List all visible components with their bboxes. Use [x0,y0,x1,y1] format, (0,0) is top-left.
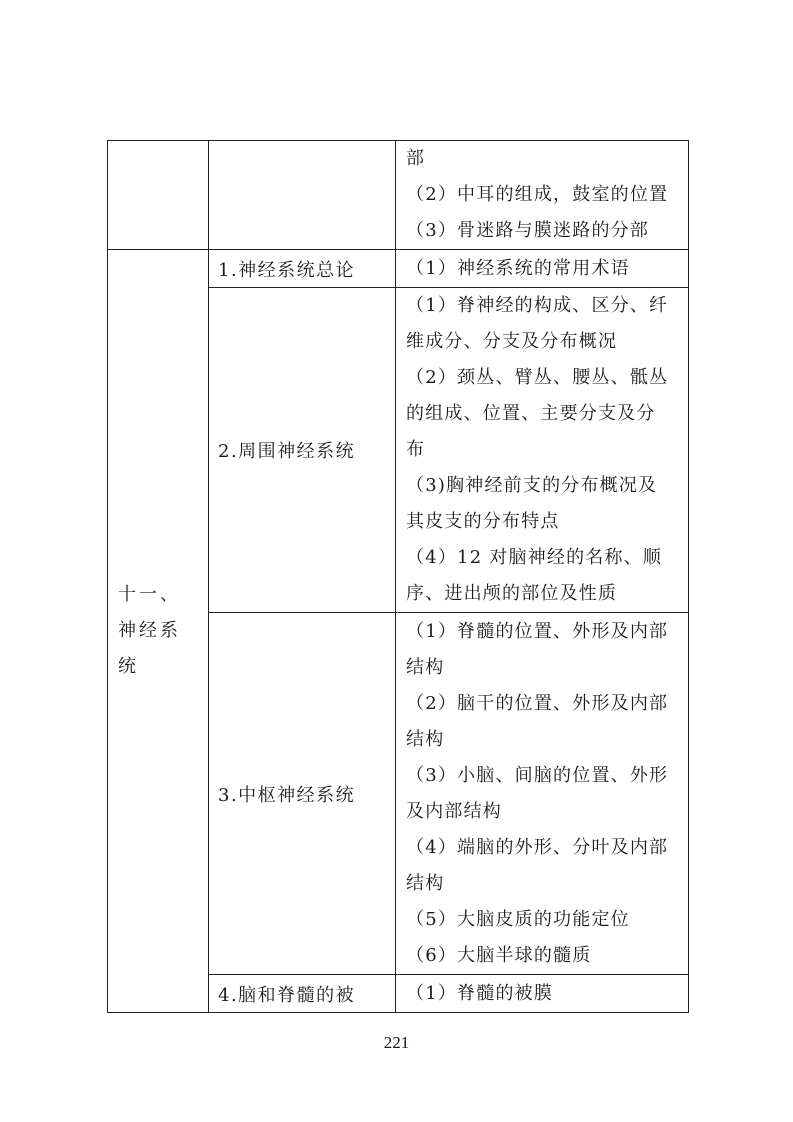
content-cell [396,975,689,1013]
content-line: （1）脊神经的构成、区分、纤 [406,295,669,316]
content-cell [396,141,689,250]
content-line: （2）中耳的组成，鼓室的位置 [406,184,669,205]
content-line: （2）脑干的位置、外形及内部 [406,692,669,714]
section-cell: 1.神经系统总论 [209,250,396,288]
content-line: （1）神经系统的常用术语 [406,257,630,279]
chapter-cell: 十一、神经系统 [108,250,209,1013]
content-line: （3）骨迷路与膜迷路的分部 [406,220,650,241]
content-line: （6）大脑半球的髓质 [406,944,592,966]
section-cell [209,141,396,250]
content-line: 布 [406,439,426,460]
content-line: （4）端脑的外形、分叶及内部 [406,836,669,858]
content-line: 结构 [406,656,445,678]
content-line: 的组成、位置、主要分支及分 [406,403,656,424]
content-line: 部 [406,148,426,169]
content-line: （3）小脑、间脑的位置、外形 [406,764,669,786]
content-line: （2）颈丛、臂丛、腰丛、骶丛 [406,367,669,388]
content-line: 结构 [406,728,445,750]
table-row [108,141,689,250]
content-line: （4）12 对脑神经的名称、顺 [406,547,663,568]
syllabus-table [107,140,689,1013]
content-line: 其皮支的分布特点 [406,511,560,532]
chapter-cell [108,141,209,250]
page-number: 221 [383,1033,410,1052]
content-line: 维成分、分支及分布概况 [406,331,618,352]
content-cell [396,288,689,613]
content-cell [396,613,689,975]
content-cell [396,250,689,288]
content-line: （1）脊髓的被膜 [406,982,554,1004]
content-line: 序、进出颅的部位及性质 [406,583,618,604]
table-row [108,250,689,288]
content-line: 及内部结构 [406,800,502,822]
content-line: 结构 [406,872,445,894]
content-line: （5）大脑皮质的功能定位 [406,908,630,930]
content-line: （1）脊髓的位置、外形及内部 [406,620,669,642]
section-cell: 4.脑和脊髓的被 [209,975,396,1013]
section-cell: 3.中枢神经系统 [209,613,396,975]
section-cell: 2.周围神经系统 [209,288,396,613]
content-line: （3)胸神经前支的分布概况及 [406,475,658,496]
